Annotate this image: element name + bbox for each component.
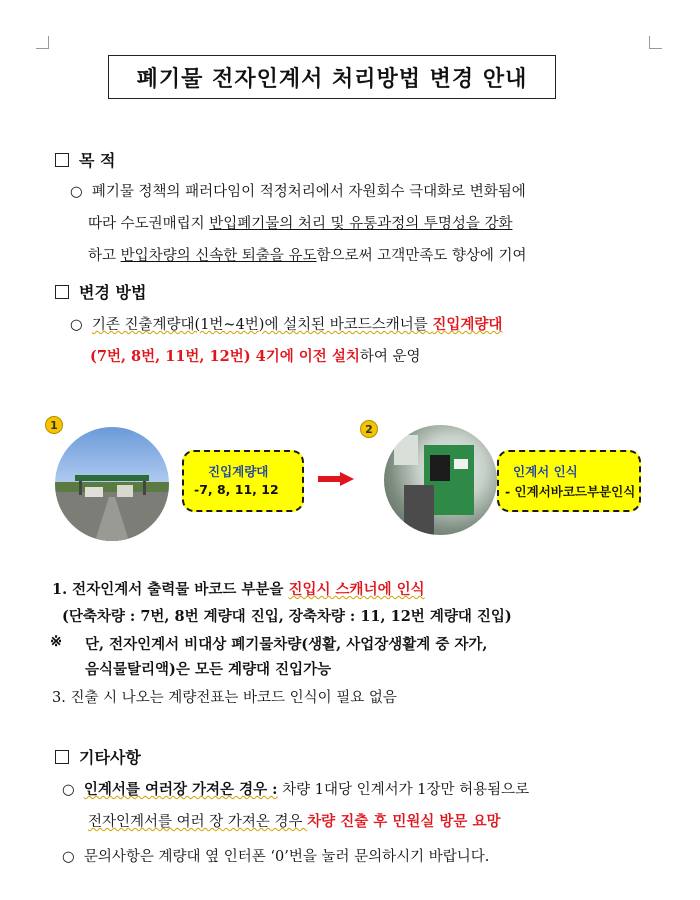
page-corner-mark: [649, 36, 662, 49]
step-number-badge: 2: [360, 420, 378, 438]
bullet-circle-icon: ○: [62, 849, 75, 865]
method-line-2: (7번, 8번, 11번, 12번) 4기에 이전 설치하여 운영: [90, 348, 421, 365]
section-heading-purpose: 목 적: [55, 148, 115, 171]
step-number-badge: 1: [45, 416, 63, 434]
page-corner-mark: [36, 36, 49, 49]
note-line-1: 단, 전자인계서 비대상 폐기물차량(생활, 사업장생활계 중 자가,: [85, 636, 488, 653]
checkbox-square-icon: [55, 285, 69, 299]
note-line-2: 음식물탈리액)은 모든 계량대 진입가능: [85, 661, 332, 678]
other-line-1: ○ 인계서를 여러장 가져온 경우 : 차량 1대당 인계서가 1장만 허용됨으로: [62, 781, 530, 798]
callout-entry-scale-numbers: -7, 8, 11, 12: [194, 482, 279, 497]
method-line-1: ○ 기존 진출계량대(1번~4번)에 설치된 바코드스캐너를 진입계량대: [70, 316, 503, 333]
purpose-line-3: 하고 반입차량의 신속한 퇴출을 유도함으로써 고객만족도 향상에 기여: [88, 248, 527, 264]
note-mark: ※: [50, 633, 63, 650]
step-1-line: 1. 전자인계서 출력물 바코드 부분을 진입시 스캐너에 인식: [52, 581, 425, 598]
entry-scale-photo: [55, 427, 169, 541]
other-line-3: ○ 문의사항은 계량대 옆 인터폰 ‘0’번을 눌러 문의하시기 바랍니다.: [62, 849, 490, 865]
checkbox-square-icon: [55, 750, 69, 764]
purpose-line-2: 따라 수도권매립지 반입폐기물의 처리 및 유통과정의 투명성을 강화: [88, 216, 513, 232]
section-heading-other: 기타사항: [55, 745, 141, 768]
bullet-circle-icon: ○: [70, 317, 83, 333]
checkbox-square-icon: [55, 153, 69, 167]
step-3-line: 3. 진출 시 나오는 계량전표는 바코드 인식이 필요 없음: [52, 690, 397, 706]
other-line-2: 전자인계서를 여러 장 가져온 경우 차량 진출 후 민원실 방문 요망: [88, 813, 501, 830]
bullet-circle-icon: ○: [70, 184, 83, 200]
callout-barcode-scan: [497, 450, 641, 512]
callout-barcode-scan-title: 인계서 인식: [513, 464, 578, 479]
callout-entry-scale-title: 진입계량대: [208, 464, 269, 479]
right-arrow-icon: [318, 472, 354, 486]
section-heading-method: 변경 방법: [55, 280, 146, 303]
purpose-line-1: ○ 폐기물 정책의 패러다임이 적정처리에서 자원회수 극대화로 변화됨에: [70, 184, 526, 200]
callout-entry-scale: [182, 450, 304, 512]
scanner-photo: [384, 425, 497, 535]
document-title: [108, 55, 556, 99]
document-title-text: 폐기물 전자인계서 처리방법 변경 안내: [136, 66, 528, 92]
step-1-note: (단축차량 : 7번, 8번 계량대 진입, 장축차량 : 11, 12번 계량대 진입): [62, 608, 512, 625]
callout-barcode-scan-detail: - 인계서바코드부분인식: [505, 484, 636, 499]
bullet-circle-icon: ○: [62, 782, 75, 798]
